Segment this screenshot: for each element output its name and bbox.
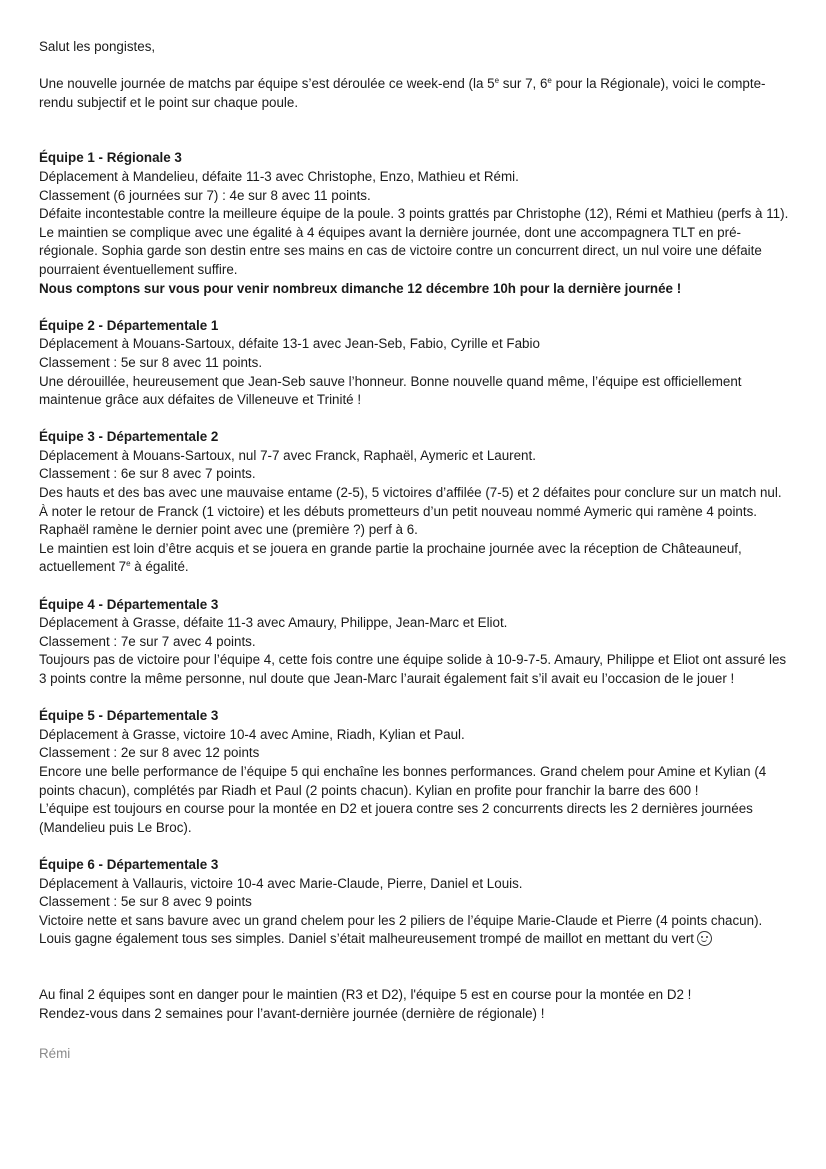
- team-1-title: Équipe 1 - Régionale 3: [39, 150, 182, 166]
- team-2-match: Déplacement à Mouans-Sartoux, défaite 13-1 avec Jean-Seb, Fabio, Cyrille et Fabio: [39, 336, 540, 352]
- team-2-title: Équipe 2 - Départementale 1: [39, 317, 219, 333]
- team-6-match: Déplacement à Vallauris, victoire 10-4 avec Marie-Claude, Pierre, Daniel et Louis.: [39, 875, 523, 891]
- team-1-comment: Défaite incontestable contre la meilleure équipe de la poule. 3 points grattés par Christophe (12), Rémi et Mathieu (perfs à 11).: [39, 206, 789, 222]
- team-6-comment: Victoire nette et sans bavure avec un grand chelem pour les 2 piliers de l’équipe Marie-Claude et Pierre (4 points chacun). Louis gagne également tous ses simples. Daniel s’était malheureusement trompé de maillot en mettant du vert: [39, 912, 763, 947]
- conclusion-line-1: Au final 2 équipes sont en danger pour le maintien (R3 et D2), l'équipe 5 est en course pour la montée en D2 !: [39, 986, 692, 1002]
- team-1-section: [39, 149, 791, 298]
- team-6-title: Équipe 6 - Départementale 3: [39, 856, 219, 872]
- team-1-call-to-action: Nous comptons sur vous pour venir nombreux dimanche 12 décembre 10h pour la dernière journée !: [39, 280, 682, 296]
- signature: Rémi: [39, 1046, 71, 1062]
- team-5-match: Déplacement à Grasse, victoire 10-4 avec Amine, Riadh, Kylian et Paul.: [39, 726, 465, 742]
- team-2-comment: Une dérouillée, heureusement que Jean-Seb sauve l’honneur. Bonne nouvelle quand même, l’équipe est officiellement maintenue grâce aux défaites de Villeneuve et Trinité !: [39, 373, 742, 408]
- team-4-ranking: Classement : 7e sur 7 avec 4 points.: [39, 633, 256, 649]
- team-5-comment: Encore une belle performance de l’équipe 5 qui enchaîne les bonnes performances. Grand chelem pour Amine et Kylian (4 points chacun), complétés par Riadh et Paul (2 points chacun). Kylian en profite pour franchir la barre des 600 !: [39, 763, 767, 798]
- team-3-outlook: Le maintien est loin d’être acquis et se jouera en grande partie la prochaine journée avec la réception de Châteauneuf, actuellement 7e à égalité.: [39, 540, 742, 575]
- team-5-ranking: Classement : 2e sur 8 avec 12 points: [39, 745, 260, 761]
- team-5-section: [39, 707, 791, 837]
- team-2-ranking: Classement : 5e sur 8 avec 11 points.: [39, 354, 263, 370]
- team-4-title: Équipe 4 - Départementale 3: [39, 596, 219, 612]
- team-6-ranking: Classement : 5e sur 8 avec 9 points: [39, 894, 252, 910]
- team-3-ranking: Classement : 6e sur 8 avec 7 points.: [39, 466, 256, 482]
- team-3-section: [39, 428, 791, 577]
- team-1-outlook: Le maintien se complique avec une égalité à 4 équipes avant la dernière journée, dont une accompagnera TLT en pré-régionale. Sophia garde son destin entre ses mains en cas de victoire contre un concurrent direct, un nul voire une défaite pourraient éventuellement suffire.: [39, 224, 762, 277]
- team-1-ranking: Classement (6 journées sur 7) : 4e sur 8 avec 11 points.: [39, 187, 371, 203]
- conclusion-section: [39, 986, 791, 1023]
- intro-paragraph: Une nouvelle journée de matchs par équipe s’est déroulée ce week-end (la 5e sur 7, 6e pour la Régionale), voici le compte-rendu subjectif et le point sur chaque poule.: [39, 76, 766, 110]
- document-page: [39, 38, 791, 1064]
- team-3-title: Équipe 3 - Départementale 2: [39, 429, 219, 445]
- team-2-section: [39, 317, 791, 410]
- team-4-match: Déplacement à Grasse, défaite 11-3 avec Amaury, Philippe, Jean-Marc et Eliot.: [39, 615, 508, 631]
- team-6-section: [39, 856, 791, 949]
- conclusion-line-2: Rendez-vous dans 2 semaines pour l’avant-dernière journée (dernière de régionale) !: [39, 1005, 545, 1021]
- team-3-comment: Des hauts et des bas avec une mauvaise entame (2-5), 5 victoires d’affilée (7-5) et 2 défaites pour conclure sur un match nul. À noter le retour de Franck (1 victoire) et les débuts prometteurs d’un petit nouveau nommé Aymeric qui ramène 4 points. Raphaël ramène le dernier point avec une (première ?) perf à 6.: [39, 485, 782, 538]
- team-5-outlook: L’équipe est toujours en course pour la montée en D2 et jouera contre ses 2 concurrents directs les 2 dernières journées (Mandelieu puis Le Broc).: [39, 801, 753, 835]
- team-4-section: [39, 596, 791, 689]
- greeting: Salut les pongistes,: [39, 39, 156, 54]
- team-1-match: Déplacement à Mandelieu, défaite 11-3 avec Christophe, Enzo, Mathieu et Rémi.: [39, 168, 519, 184]
- team-3-match: Déplacement à Mouans-Sartoux, nul 7-7 avec Franck, Raphaël, Aymeric et Laurent.: [39, 447, 536, 463]
- team-5-title: Équipe 5 - Départementale 3: [39, 708, 219, 724]
- team-4-comment: Toujours pas de victoire pour l’équipe 4, cette fois contre une équipe solide à 10-9-7-5. Amaury, Philippe et Eliot ont assuré les 3 points contre la même personne, nul doute que Jean-Marc l’aurait également fait s’il avait eu l’occasion de le jouer !: [39, 652, 787, 686]
- winking-smiley-icon: [697, 931, 712, 946]
